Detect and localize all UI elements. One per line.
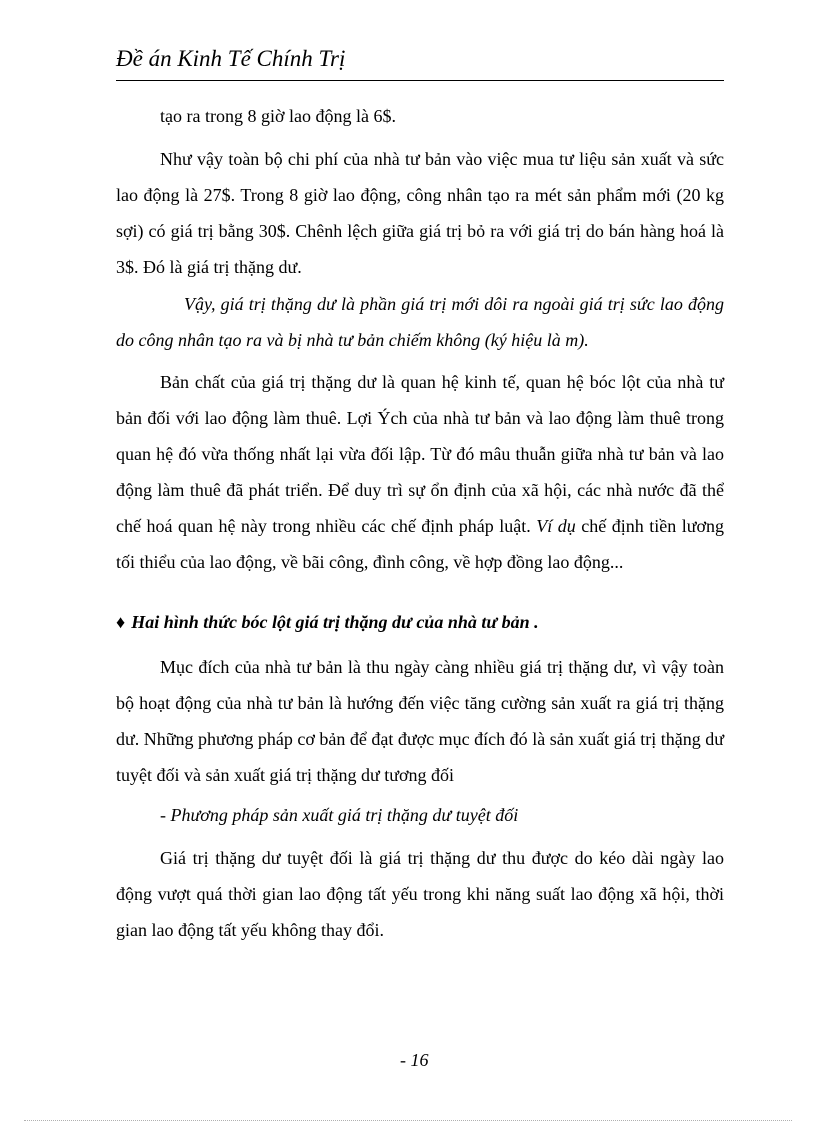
subheading-absolute-method: - Phương pháp sản xuất giá trị thặng dư tuyệt đối xyxy=(160,805,519,825)
diamond-bullet-icon: ♦ xyxy=(116,612,126,632)
section-heading xyxy=(116,604,724,640)
paragraph-surplus-value-definition: Vậy, giá trị thặng dư là phần giá trị mới dôi ra ngoài giá trị sức lao động do công nhân tạo ra và bị nhà tư bản chiếm không (ký hiệu là m). xyxy=(116,294,724,350)
paragraph-continuation: tạo ra trong 8 giờ lao động là 6$. xyxy=(160,106,396,126)
paragraph-text-tail: chế định tiền lương tối thiểu của lao động, về bãi công, đình công, về hợp đồng lao động... xyxy=(116,516,725,572)
paragraph-absolute-surplus-value: Giá trị thặng dư tuyệt đối là giá trị thặng dư thu được do kéo dài ngày lao động vượt quá thời gian lao động tất yếu trong khi năng suất lao động xã hội, thời gian lao động tất yếu không thay đổi. xyxy=(116,848,724,940)
page-number: - 16 xyxy=(400,1050,429,1070)
paragraph-purpose: Mục đích của nhà tư bản là thu ngày càng nhiều giá trị thặng dư, vì vậy toàn bộ hoạt động của nhà tư bản là hướng đến việc tăng cường sản xuất ra giá trị thặng dư. Những phương pháp cơ bản để đạt được mục đích đó là sản xuất giá trị thặng dư tuyệt đối và sản xuất giá trị thặng dư tương đối xyxy=(116,657,724,785)
header-rule xyxy=(116,80,724,81)
header-title: Đề án Kinh Tế Chính Trị xyxy=(116,46,346,71)
paragraph-cost-example: Như vậy toàn bộ chi phí của nhà tư bản vào việc mua tư liệu sản xuất và sức lao động là 27$. Trong 8 giờ lao động, công nhân tạo ra mét sản phẩm mới (20 kg sợi) có giá trị bằng 30$. Chênh lệch giữa giá trị bỏ ra với giá trị do bán hàng hoá là 3$. Đó là giá trị thặng dư. xyxy=(116,149,724,277)
paragraph-text: Bản chất của giá trị thặng dư là quan hệ kinh tế, quan hệ bóc lột của nhà tư bản đối với lao động làm thuê. Lợi Ých của nhà tư bản và lao động làm thuê trong quan hệ đó vừa thống nhất lại vừa đối lập. Từ đó mâu thuẫn giữa nhà tư bản và lao động làm thuê đã phát triển. Để duy trì sự ổn định của xã hội, các nhà nước đã thể chế hoá quan hệ này trong nhiều các chế định pháp luật. xyxy=(116,372,724,536)
paragraph-surplus-value-nature xyxy=(116,364,724,580)
section-heading-text: Hai hình thức bóc lột giá trị thặng dư của nhà tư bản . xyxy=(131,612,539,632)
footer-dotted-rule xyxy=(24,1120,792,1121)
example-label: Ví dụ xyxy=(536,516,576,536)
